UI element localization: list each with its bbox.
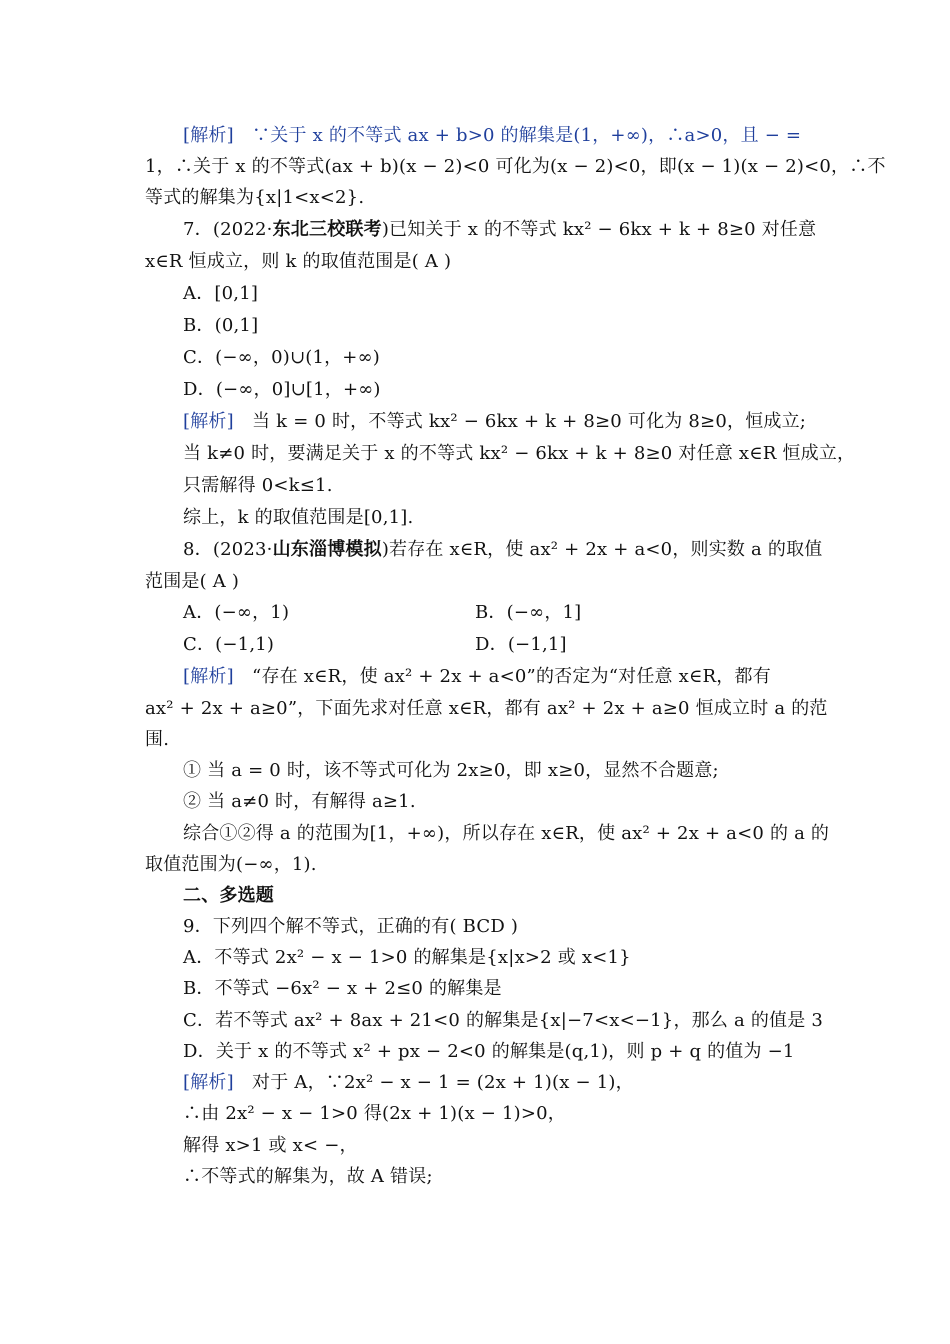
solution-8-line-2: ax² + 2x + a≥0”，下面先求对任意 x∈R，都有 ax² + 2x + a≥0 恒成立时 a 的范 [145,698,828,719]
question-9-option-a: A．不等式 2x² − x − 1>0 的解集是{x|x>2 或 x<1} [183,947,631,968]
question-7-stem-2: x∈R 恒成立，则 k 的取值范围是( A ) [145,251,452,272]
solution-8-line-7: 取值范围为(−∞，1). [145,854,317,875]
solution-9-text: 对于 A，∵2x² − x − 1 = (2x + 1)(x − 1)， [233,1072,634,1093]
question-8-number: 8．(2023· [183,539,273,560]
question-8-stem [183,538,823,562]
solution-7-line-1 [183,410,810,434]
question-7-stem [183,218,817,242]
question-7-source: 东北三校联考 [272,219,382,240]
question-7-option-a: A．[0,1] [183,283,259,304]
question-8-text: )若存在 x∈R，使 ax² + 2x + a<0，则实数 a 的取值 [381,539,823,560]
question-8-option-d: D．(−1,1] [475,634,567,655]
question-9-option-d: D．关于 x 的不等式 x² + px − 2<0 的解集是(q,1)，则 p + q 的值为 −1 [183,1041,795,1062]
solution-6-line-2: 1，∴关于 x 的不等式(ax + b)(x − 2)<0 可化为(x − 2)<0，即(x − 1)(x − 2)<0，∴不 [145,156,886,177]
solution-8-line-6: 综合①②得 a 的范围为[1，+∞)，所以存在 x∈R，使 ax² + 2x + a<0 的 a 的 [183,823,830,844]
question-8-options-cd [183,633,810,657]
solution-7-line-3: 只需解得 0<k≤1. [183,475,333,496]
solution-9-line-3: 解得 x>1 或 x< −， [183,1135,358,1156]
solution-9-line-1 [183,1071,810,1095]
solution-7-line-4: 综上，k 的取值范围是[0,1]. [183,507,414,528]
question-7-option-c: C．(−∞，0)∪(1，+∞) [183,347,381,368]
solution-tag: [解析] [183,666,234,687]
solution-8-line-1 [183,665,810,689]
solution-6-text: [解析] ∵关于 x 的不等式 ax + b>0 的解集是(1，+∞)，∴a>0，且 − = [183,125,802,146]
question-9-option-b: B．不等式 −6x² − x + 2≤0 的解集是 [183,978,502,999]
question-7-text: )已知关于 x 的不等式 kx² − 6kx + k + 8≥0 对任意 [381,219,817,240]
question-9-stem: 9．下列四个解不等式，正确的有( BCD ) [183,916,519,937]
solution-6-line-3: 等式的解集为{x|1<x<2}. [145,187,365,208]
question-7-option-b: B．(0,1] [183,315,259,336]
question-7-option-d: D．(−∞，0]∪[1，+∞) [183,379,381,400]
question-9-option-c: C．若不等式 ax² + 8ax + 21<0 的解集是{x|−7<x<−1}，那么 a 的值是 3 [183,1010,823,1031]
question-8-option-c: C．(−1,1) [183,634,275,655]
solution-tag: [解析] [183,1072,234,1093]
solution-8-line-3: 围. [145,729,170,750]
section-heading: 二、多选题 [183,885,274,906]
solution-7-text: 当 k = 0 时，不等式 kx² − 6kx + k + 8≥0 可化为 8≥0，恒成立; [233,411,807,432]
solution-9-line-2: ∴由 2x² − x − 1>0 得(2x + 1)(x − 1)>0， [183,1103,566,1124]
question-7-number: 7．(2022· [183,219,273,240]
question-8-source: 山东淄博模拟 [272,539,382,560]
question-8-option-b: B．(−∞，1] [475,602,582,623]
solution-tag: [解析] [183,411,234,432]
solution-8-line-5: ② 当 a≠0 时，有解得 a≥1. [183,791,416,812]
question-8-options-ab [183,601,810,625]
question-8-stem-2: 范围是( A ) [145,571,240,592]
solution-9-line-4: ∴不等式的解集为，故 A 错误; [183,1166,433,1187]
solution-6-line-1 [183,124,810,148]
solution-8-text: “存在 x∈R，使 ax² + 2x + a<0”的否定为“对任意 x∈R，都有 [233,666,771,687]
solution-7-line-2: 当 k≠0 时，要满足关于 x 的不等式 kx² − 6kx + k + 8≥0 对任意 x∈R 恒成立， [183,443,856,464]
solution-8-line-4: ① 当 a = 0 时，该不等式可化为 2x≥0，即 x≥0，显然不合题意; [183,760,719,781]
question-8-option-a: A．(−∞，1) [183,602,290,623]
